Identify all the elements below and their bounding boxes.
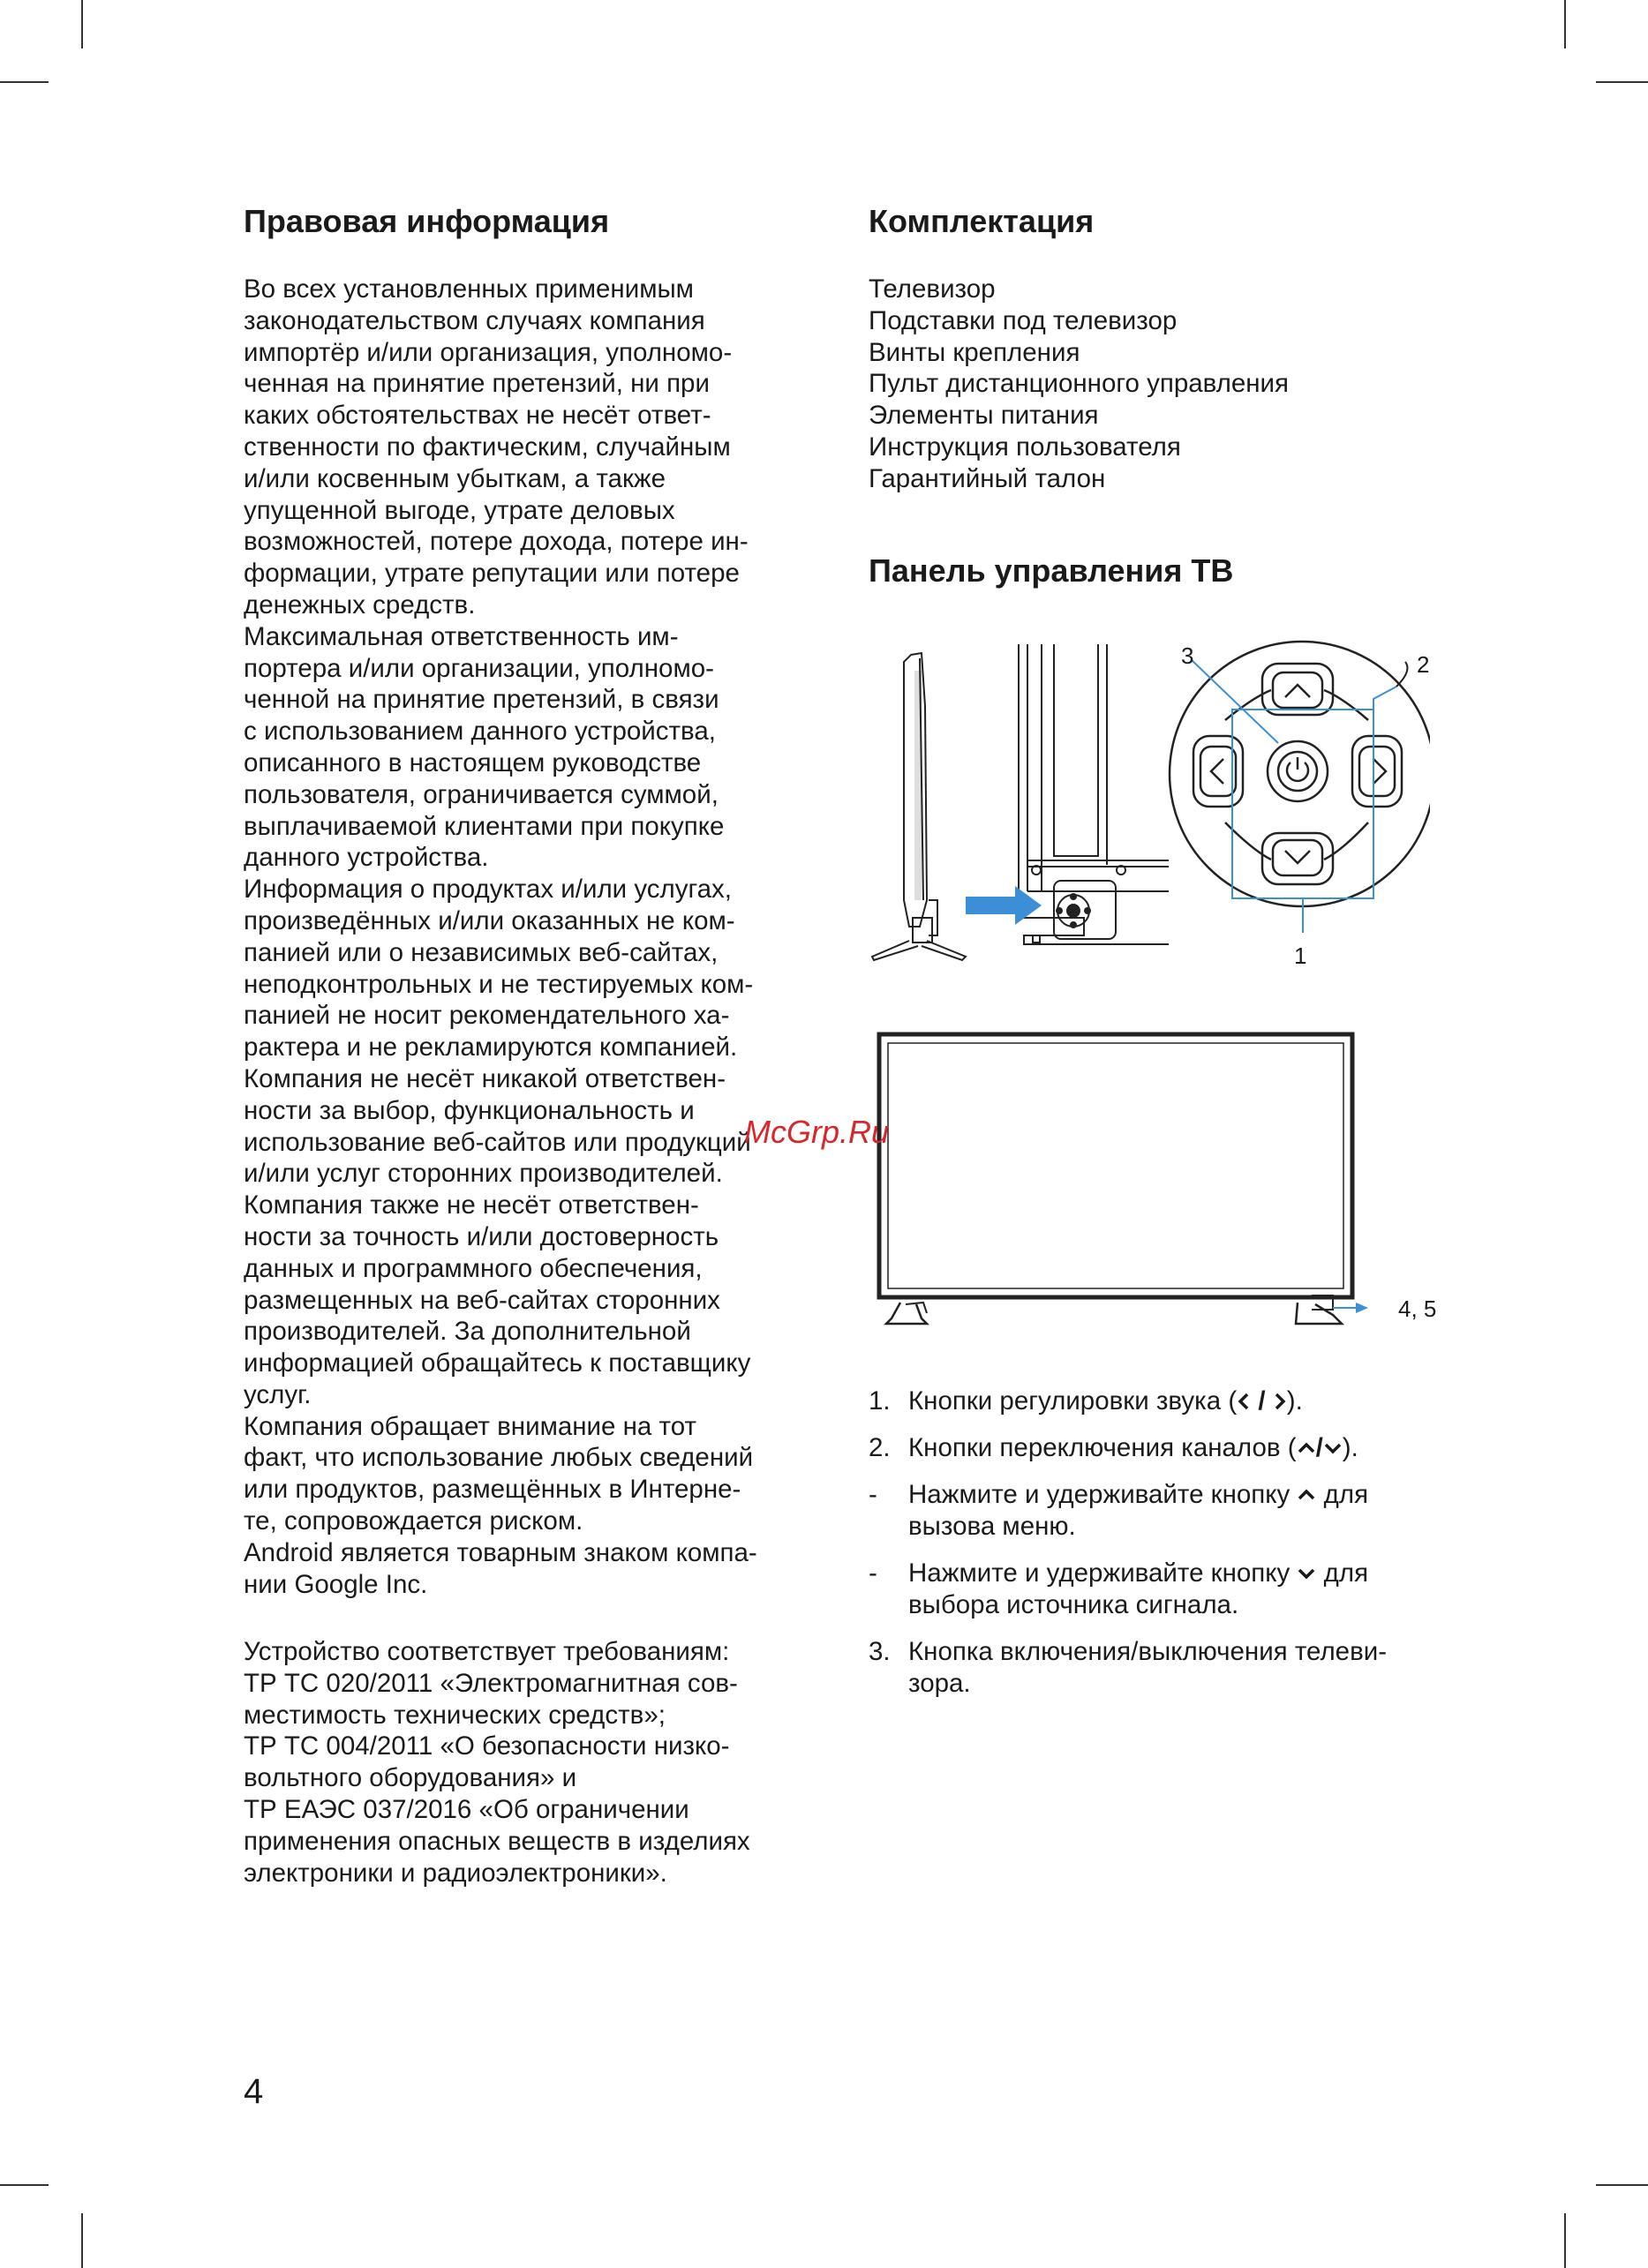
- text-line: местимость технических средств»;: [244, 1700, 666, 1730]
- tv-front-view-illustration: [874, 1022, 1403, 1340]
- crop-mark-top-right-h: [1596, 81, 1648, 83]
- chevron-down-icon: [1297, 1563, 1316, 1584]
- text-line: возможностей, потере дохода, потере ин-: [244, 527, 749, 557]
- text-line: с использованием данного устройства,: [244, 717, 716, 747]
- text-line: упущенной выгоде, утрате деловых: [244, 495, 675, 525]
- text-line: вольтного оборудования» и: [244, 1763, 577, 1793]
- text-line: Компания не несёт никакой ответствен-: [244, 1063, 726, 1093]
- power-button: [1268, 741, 1328, 801]
- text-line: или продуктов, размещённых в Интерне-: [244, 1475, 741, 1505]
- text-line: Устройство соответствует требованиям:: [244, 1637, 730, 1666]
- text-line: данного устройства.: [244, 843, 489, 873]
- volume-up-button: [1352, 736, 1402, 807]
- chevron-down-icon: [1323, 1438, 1343, 1459]
- package-list: [869, 274, 1289, 495]
- text-line: формации, утрате репутации или потере: [244, 559, 740, 589]
- text-line: Во всех установленных применимым: [244, 274, 694, 304]
- package-item: Пульт дистанционного управления: [869, 369, 1289, 399]
- list-marker: -: [869, 1558, 877, 1588]
- legal-heading: Правовая информация: [244, 203, 610, 239]
- list-marker: 1.: [869, 1386, 891, 1416]
- text-line: электроники и радиоэлектроники».: [244, 1858, 667, 1888]
- text-line: каких обстоятельствах не несёт ответ-: [244, 401, 711, 431]
- package-item: Подставки под телевизор: [869, 305, 1178, 335]
- compliance-paragraph: [244, 1636, 750, 1889]
- text-line: информацией обращайтесь к поставщику: [244, 1348, 751, 1378]
- page-number: 4: [244, 2072, 264, 2111]
- text-line: неподконтрольных и не тестируемых ком-: [244, 969, 754, 999]
- package-item: Элементы питания: [869, 401, 1099, 431]
- panel-heading: Панель управления ТВ: [869, 552, 1234, 589]
- text-line: Информация о продуктах и/или услугах,: [244, 875, 732, 905]
- crop-mark-bottom-right-v: [1564, 2213, 1566, 2268]
- text-line: данных и программного обеспечения,: [244, 1253, 703, 1283]
- text-line: нии Google Inc.: [244, 1569, 428, 1599]
- text-line: выплачиваемой клиентами при покупке: [244, 811, 725, 841]
- callout-1: 1: [1294, 942, 1307, 969]
- text-line: применения опасных веществ в изделиях: [244, 1826, 750, 1856]
- text-line: Максимальная ответственность им-: [244, 621, 679, 651]
- package-item: Инструкция пользователя: [869, 432, 1181, 462]
- list-marker: -: [869, 1480, 877, 1509]
- text-line: ственности по фактическим, случайным: [244, 432, 731, 462]
- watermark: McGrp.Ru: [744, 1114, 890, 1150]
- text-line: и/или косвенным убыткам, а также: [244, 463, 666, 493]
- package-item: Телевизор: [869, 274, 996, 304]
- crop-mark-top-left-h: [0, 81, 49, 83]
- chevron-up-icon: [1297, 1438, 1316, 1459]
- panel-list: [869, 1386, 1469, 1703]
- package-item: Гарантийный талон: [869, 463, 1106, 493]
- list-text: Кнопка включения/выключения телеви- зора.: [908, 1637, 1388, 1698]
- text-line: портера и/или организации, уполномо-: [244, 653, 714, 683]
- text-line: пользователя, ограничивается суммой,: [244, 779, 719, 809]
- text-line: ТР ТС 004/2011 «О безопасности низко-: [244, 1731, 730, 1761]
- crop-mark-bottom-left-v: [81, 2213, 83, 2268]
- text-line: описанного в настоящем руководстве: [244, 747, 702, 777]
- callout-2: 2: [1417, 651, 1430, 678]
- text-line: законодательством случаях компания: [244, 305, 705, 335]
- channel-up-button: [1262, 664, 1333, 715]
- list-text: Нажмите и удерживайте кнопку для вызова меню.: [908, 1480, 1369, 1541]
- crop-mark-top-right-v: [1564, 0, 1566, 49]
- text-line: панией не носит рекомендательного ха-: [244, 1001, 730, 1031]
- volume-down-button: [1193, 736, 1243, 807]
- text-line: факт, что использование любых сведений: [244, 1443, 754, 1473]
- text-line: использование веб-сайтов или продукций: [244, 1127, 751, 1157]
- list-text: Кнопки регулировки звука ( / ).: [908, 1386, 1303, 1416]
- text-line: производителей. За дополнительной: [244, 1317, 691, 1347]
- package-heading: Комплектация: [869, 203, 1095, 239]
- chevron-up-icon: [1297, 1484, 1316, 1506]
- list-marker: 3.: [869, 1637, 891, 1666]
- text-line: размещенных на веб-сайтах сторонних: [244, 1285, 720, 1315]
- crop-mark-bottom-right-h: [1596, 2184, 1648, 2186]
- legal-paragraph: [244, 274, 757, 1600]
- package-item: Винты крепления: [869, 337, 1080, 367]
- channel-down-button: [1262, 833, 1333, 884]
- text-line: рактера и не рекламируются компанией.: [244, 1033, 738, 1063]
- tv-side-view-illustration: [869, 635, 1195, 971]
- text-line: Android является товарным знаком компа-: [244, 1537, 757, 1567]
- text-line: Компания обращает внимание на тот: [244, 1411, 696, 1441]
- text-line: ности за точность и/или достоверность: [244, 1221, 719, 1251]
- chevron-right-icon: [1273, 1391, 1287, 1412]
- text-line: ченная на принятие претензий, ни при: [244, 369, 710, 399]
- list-marker: 2.: [869, 1433, 891, 1462]
- text-line: услуг.: [244, 1379, 312, 1409]
- list-text: Нажмите и удерживайте кнопку для выбора источника сигнала.: [908, 1558, 1369, 1619]
- text-line: те, сопровождается риском.: [244, 1506, 583, 1536]
- callout-4-5: 4, 5: [1398, 1295, 1437, 1322]
- text-line: панией или о независимых веб-сайтах,: [244, 937, 719, 967]
- crop-mark-top-left-v: [81, 0, 83, 49]
- control-panel-closeup: [1148, 628, 1430, 955]
- text-line: ТР ЕАЭС 037/2016 «Об ограничении: [244, 1794, 689, 1824]
- text-line: Компания также не несёт ответствен-: [244, 1190, 699, 1220]
- text-line: денежных средств.: [244, 590, 476, 620]
- text-line: импортёр и/или организация, уполномо-: [244, 337, 733, 367]
- text-line: ченной на принятие претензий, в связи: [244, 685, 719, 715]
- text-line: ности за выбор, функциональность и: [244, 1095, 695, 1125]
- callout-3: 3: [1181, 642, 1194, 669]
- text-line: и/или услуг сторонних производителей.: [244, 1159, 723, 1189]
- chevron-left-icon: [1237, 1391, 1251, 1412]
- list-text: Кнопки переключения каналов ( / ).: [908, 1433, 1358, 1462]
- crop-mark-bottom-left-h: [0, 2184, 49, 2186]
- text-line: ТР ТС 020/2011 «Электромагнитная сов-: [244, 1668, 738, 1698]
- text-line: произведённых и/или оказанных не ком-: [244, 905, 735, 935]
